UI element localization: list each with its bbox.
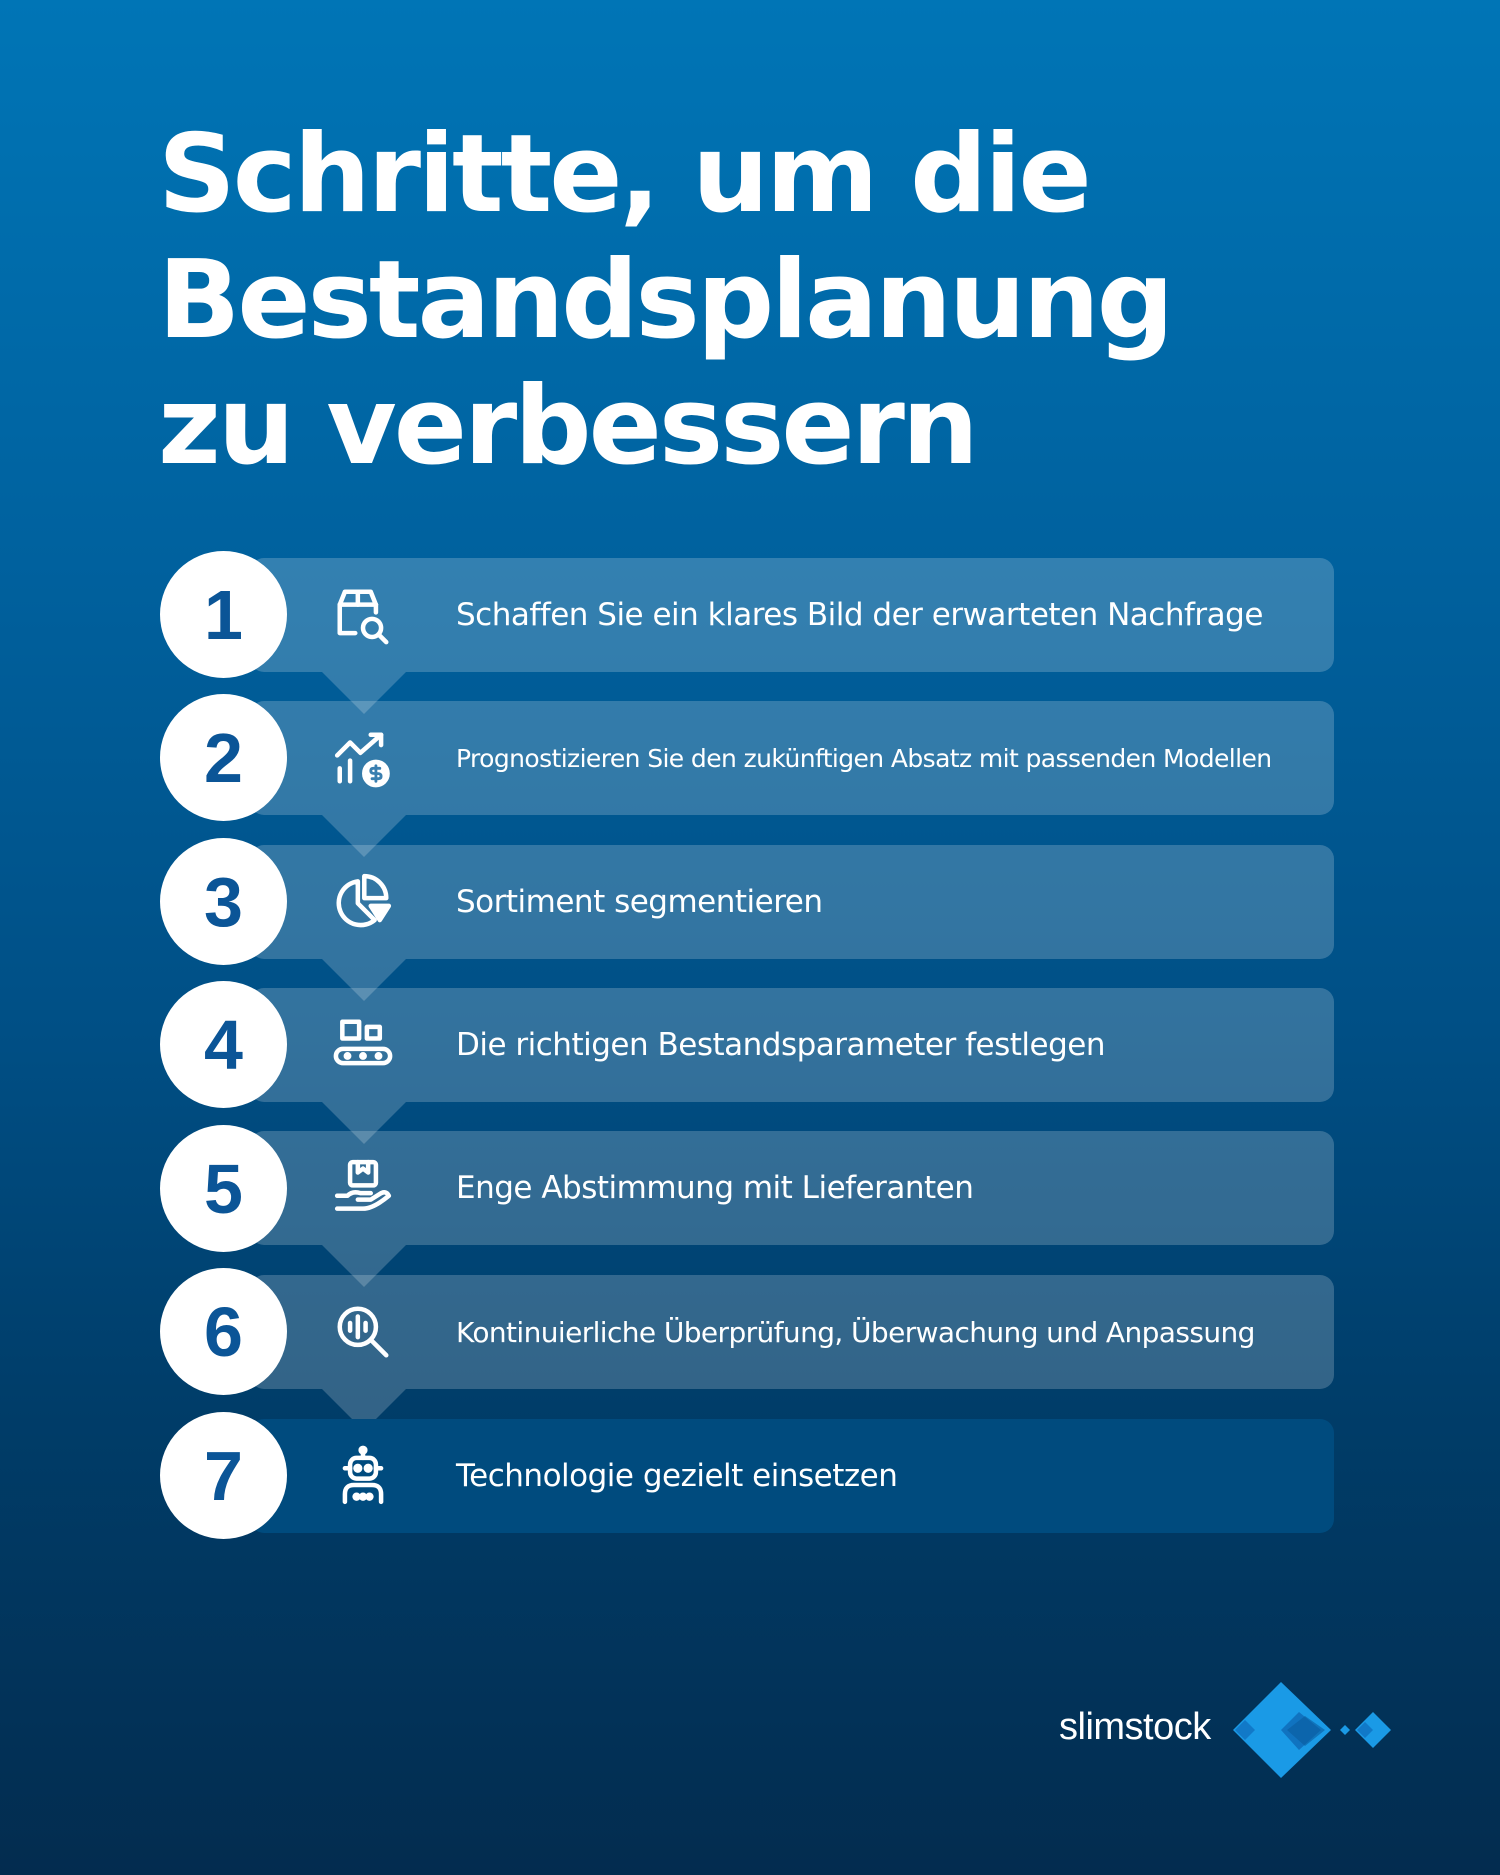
step-number-badge: 5	[160, 1125, 287, 1252]
step-label: Sortiment segmentieren	[456, 884, 823, 920]
logo-diamonds-icon	[1055, 1672, 1395, 1782]
pie-chart-segment-icon	[330, 869, 396, 935]
logo-wordmark: slimstock	[1059, 1706, 1211, 1748]
step-number-badge: 7	[160, 1412, 287, 1539]
step-label: Enge Abstimmung mit Lieferanten	[456, 1170, 974, 1206]
step-number-badge: 2	[160, 694, 287, 821]
step-label: Prognostizieren Sie den zukünftigen Absatz mit passenden Modellen	[456, 743, 1272, 773]
chart-trend-dollar-icon	[330, 725, 396, 791]
magnifier-waveform-icon	[330, 1299, 396, 1365]
title-line-2: Bestandsplanung	[158, 238, 1172, 363]
step-label: Die richtigen Bestandsparameter festlegen	[456, 1027, 1105, 1063]
conveyor-belt-icon	[330, 1012, 396, 1078]
title-line-1: Schritte, um die	[158, 112, 1089, 237]
hand-package-icon	[330, 1155, 396, 1221]
slimstock-logo	[1055, 1672, 1395, 1782]
step-label: Technologie gezielt einsetzen	[456, 1458, 898, 1494]
step-label: Kontinuierliche Überprüfung, Überwachung und Anpassung	[456, 1315, 1255, 1349]
title-line-3: zu verbessern	[158, 364, 976, 489]
step-number-badge: 4	[160, 981, 287, 1108]
step-number-badge: 3	[160, 838, 287, 965]
robot-icon	[330, 1443, 396, 1509]
box-search-icon	[330, 582, 396, 648]
step-label: Schaffen Sie ein klares Bild der erwarteten Nachfrage	[456, 597, 1263, 633]
step-number-badge: 1	[160, 551, 287, 678]
step-number-badge: 6	[160, 1268, 287, 1395]
